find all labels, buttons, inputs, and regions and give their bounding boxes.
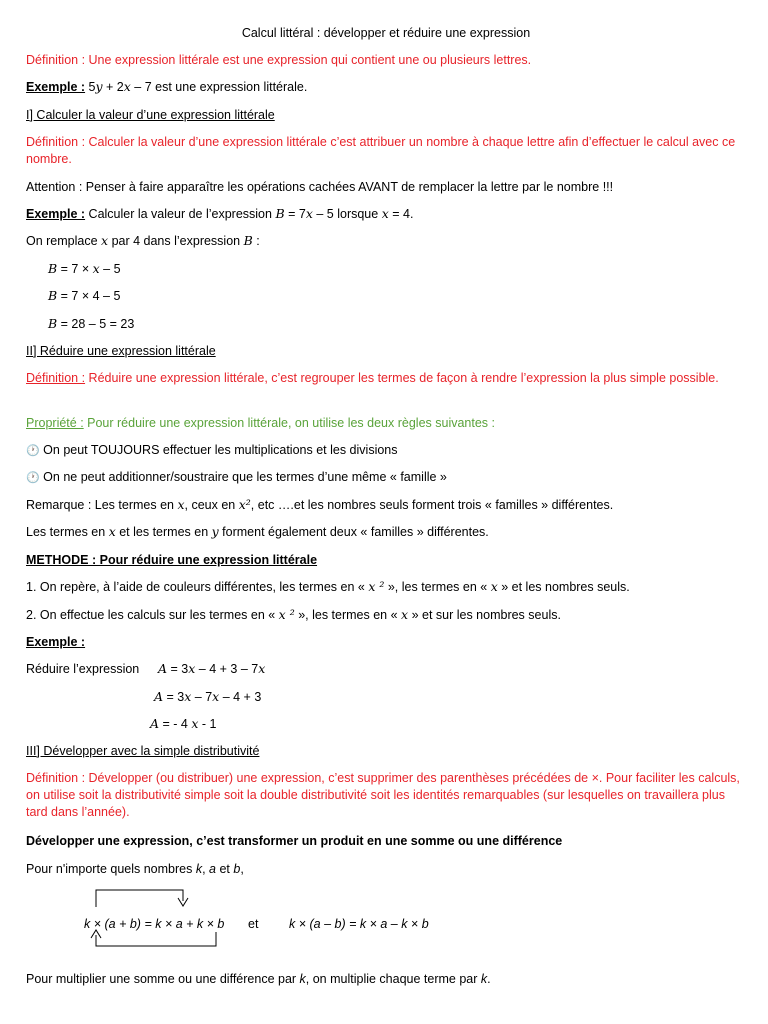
final-rule: Pour multiplier une somme ou une différence par k, on multiplie chaque terme par k. (26, 972, 491, 986)
method-heading: METHODE : Pour réduire une expression littérale (26, 553, 318, 567)
formula-et: et (248, 917, 259, 931)
formula-difference: k × (a – b) = k × a – k × b (289, 917, 429, 931)
definition-reduce: Définition : Réduire une expression littérale, c’est regrouper les termes de façon à rendre l’expression la plus simple possible. (26, 371, 719, 385)
section-3-heading: III] Développer avec la simple distributivité (26, 744, 260, 758)
example-2: Exemple : Calculer la valeur de l’expression B = 7x – 5 lorsque x = 4. (26, 206, 414, 221)
rule-2: 🕐 On ne peut additionner/soustraire que les termes d’une même « famille » (26, 470, 447, 484)
arrow-bottom-path (96, 932, 216, 946)
replace-line: On remplace x par 4 dans l’expression B : (26, 233, 260, 248)
any-numbers-line: Pour n'importe quels nombres k, a et b, (26, 862, 244, 876)
definition-expression: Définition : Une expression littérale est une expression qui contient une ou plusieurs lettres. (26, 53, 532, 67)
reduce-step-1: A = 3x – 4 + 3 – 7x (158, 661, 266, 676)
arrow-top-path (96, 890, 183, 907)
reduce-step-3: A = - 4 x - 1 (150, 716, 217, 731)
method-step-1: 1. On repère, à l’aide de couleurs différentes, les termes en « x ² », les termes en « x » et les nombres seuls. (26, 579, 630, 594)
example-3-label: Exemple : (26, 635, 86, 649)
example-label: Exemple : (26, 80, 86, 94)
method-step-2: 2. On effectue les calculs sur les termes en « x ² », les termes en « x » et sur les nombres seuls. (26, 607, 561, 622)
page-title: Calcul littéral : développer et réduire une expression (241, 26, 531, 40)
remark-line: Remarque : Les termes en x, ceux en x², etc ….et les nombres seuls forment trois « familles » différentes. (26, 497, 614, 512)
formula-sum: k × (a + b) = k × a + k × b (84, 917, 225, 931)
calc-step-3: B = 28 – 5 = 23 (48, 316, 135, 331)
definition-value: Définition : Calculer la valeur d’une expression littérale c’est attribuer un nombre à chaque lettre afin d’effectuer le calcul avec ce nombre. (26, 135, 736, 166)
develop-statement: Développer une expression, c’est transformer un produit en une somme ou une différence (26, 834, 563, 848)
calc-step-1: B = 7 × x – 5 (48, 261, 121, 276)
clock-icon: 🕐 (26, 445, 40, 457)
calc-step-2: B = 7 × 4 – 5 (48, 288, 121, 303)
reduce-label: Réduire l’expression (26, 662, 140, 676)
reduce-step-2: A = 3x – 7x – 4 + 3 (154, 689, 262, 704)
definition-develop: Définition : Développer (ou distribuer) une expression, c’est supprimer des parenthèses précédées de ×. Pour faciliter les calculs, on utilise soit la distributivité simple soit la double distributivité soit les identités remarquables (sur lesquelles on travaillera plus tard dans l’année). (26, 771, 740, 819)
families-line: Les termes en x et les termes en y forment également deux « familles » différentes. (26, 524, 489, 539)
section-1-heading: I] Calculer la valeur d’une expression littérale (26, 108, 275, 122)
attention-note: Attention : Penser à faire apparaître les opérations cachées AVANT de remplacer la lettre par le nombre !!! (26, 180, 614, 194)
distributivity-arrows (26, 0, 746, 1024)
example-1: Exemple : 5y + 2x – 7 est une expression littérale. (26, 79, 308, 94)
section-2-heading: II] Réduire une expression littérale (26, 344, 216, 358)
clock-icon: 🕐 (26, 472, 40, 484)
property-line: Propriété : Pour réduire une expression littérale, on utilise les deux règles suivantes : (26, 416, 496, 430)
rule-1: 🕐 On peut TOUJOURS effectuer les multiplications et les divisions (26, 443, 398, 457)
